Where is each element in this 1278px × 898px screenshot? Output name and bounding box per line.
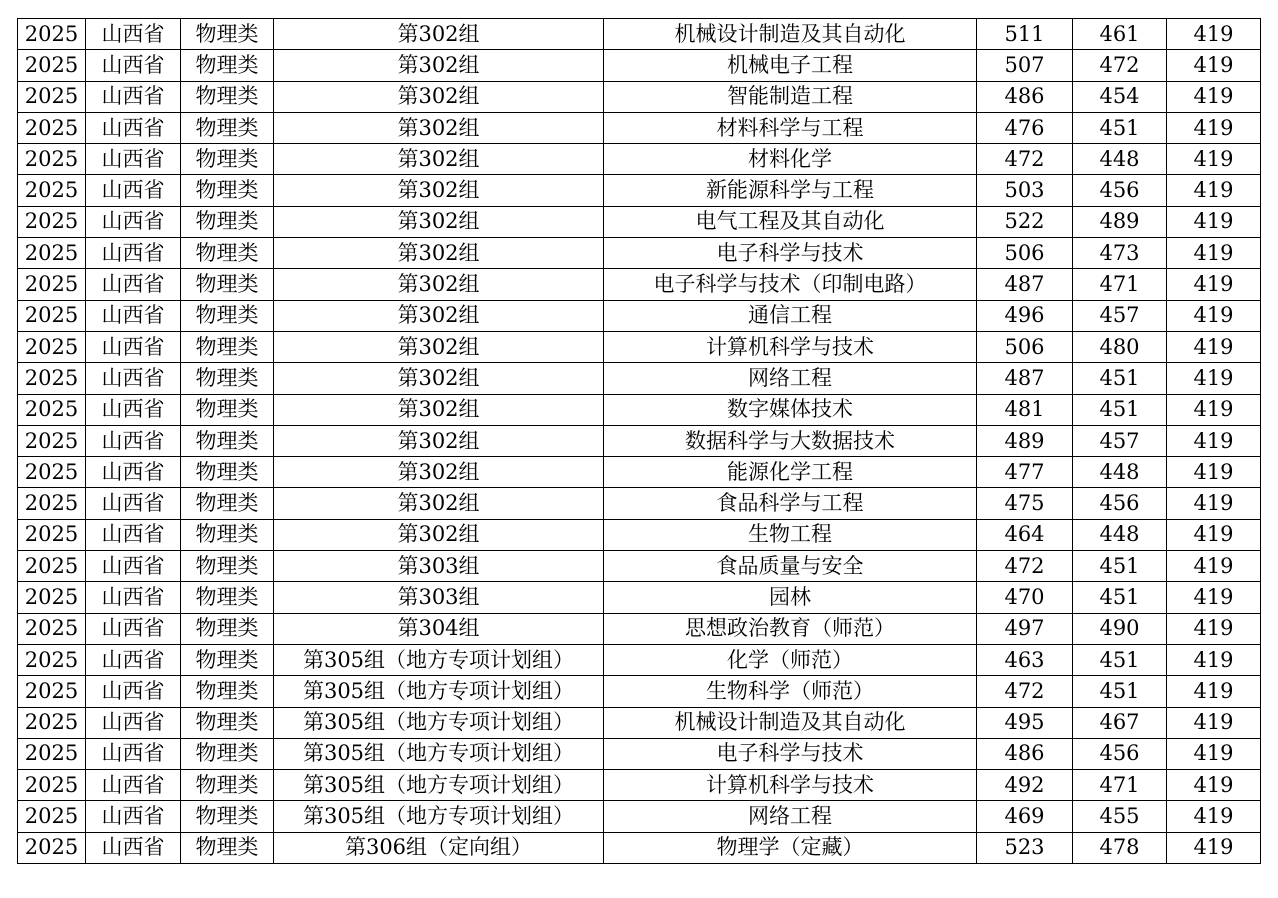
group-cell: 第302组 bbox=[274, 331, 604, 362]
major-cell: 通信工程 bbox=[604, 300, 977, 331]
province-cell: 山西省 bbox=[86, 738, 181, 769]
group-cell: 第302组 bbox=[274, 363, 604, 394]
max-score-cell: 522 bbox=[977, 206, 1073, 237]
max-score-cell: 487 bbox=[977, 363, 1073, 394]
group-cell: 第302组 bbox=[274, 19, 604, 50]
major-cell: 电子科学与技术（印制电路） bbox=[604, 269, 977, 300]
max-score-cell: 503 bbox=[977, 175, 1073, 206]
subject-type-cell: 物理类 bbox=[181, 238, 274, 269]
min-score-cell: 473 bbox=[1073, 238, 1167, 269]
subject-type-cell: 物理类 bbox=[181, 738, 274, 769]
table-row bbox=[18, 300, 1261, 331]
control-line-cell: 419 bbox=[1167, 206, 1261, 237]
major-cell: 食品质量与安全 bbox=[604, 551, 977, 582]
major-cell: 思想政治教育（师范） bbox=[604, 613, 977, 644]
control-line-cell: 419 bbox=[1167, 676, 1261, 707]
min-score-cell: 451 bbox=[1073, 551, 1167, 582]
subject-type-cell: 物理类 bbox=[181, 175, 274, 206]
province-cell: 山西省 bbox=[86, 331, 181, 362]
control-line-cell: 419 bbox=[1167, 425, 1261, 456]
min-score-cell: 451 bbox=[1073, 644, 1167, 675]
province-cell: 山西省 bbox=[86, 801, 181, 832]
major-cell: 化学（师范） bbox=[604, 644, 977, 675]
group-cell: 第303组 bbox=[274, 551, 604, 582]
table-row bbox=[18, 144, 1261, 175]
min-score-cell: 456 bbox=[1073, 488, 1167, 519]
max-score-cell: 506 bbox=[977, 331, 1073, 362]
max-score-cell: 523 bbox=[977, 832, 1073, 863]
table-row bbox=[18, 363, 1261, 394]
year-cell: 2025 bbox=[18, 613, 86, 644]
group-cell: 第305组（地方专项计划组） bbox=[274, 770, 604, 801]
max-score-cell: 463 bbox=[977, 644, 1073, 675]
major-cell: 机械设计制造及其自动化 bbox=[604, 707, 977, 738]
year-cell: 2025 bbox=[18, 707, 86, 738]
major-cell: 机械设计制造及其自动化 bbox=[604, 19, 977, 50]
subject-type-cell: 物理类 bbox=[181, 112, 274, 143]
control-line-cell: 419 bbox=[1167, 112, 1261, 143]
subject-type-cell: 物理类 bbox=[181, 519, 274, 550]
group-cell: 第302组 bbox=[274, 394, 604, 425]
group-cell: 第305组（地方专项计划组） bbox=[274, 738, 604, 769]
major-cell: 生物工程 bbox=[604, 519, 977, 550]
group-cell: 第302组 bbox=[274, 300, 604, 331]
year-cell: 2025 bbox=[18, 206, 86, 237]
major-cell: 电子科学与技术 bbox=[604, 238, 977, 269]
province-cell: 山西省 bbox=[86, 19, 181, 50]
subject-type-cell: 物理类 bbox=[181, 19, 274, 50]
group-cell: 第306组（定向组） bbox=[274, 832, 604, 863]
min-score-cell: 472 bbox=[1073, 50, 1167, 81]
max-score-cell: 497 bbox=[977, 613, 1073, 644]
province-cell: 山西省 bbox=[86, 551, 181, 582]
subject-type-cell: 物理类 bbox=[181, 488, 274, 519]
subject-type-cell: 物理类 bbox=[181, 676, 274, 707]
max-score-cell: 496 bbox=[977, 300, 1073, 331]
min-score-cell: 451 bbox=[1073, 676, 1167, 707]
province-cell: 山西省 bbox=[86, 519, 181, 550]
major-cell: 生物科学（师范） bbox=[604, 676, 977, 707]
table-row bbox=[18, 613, 1261, 644]
subject-type-cell: 物理类 bbox=[181, 457, 274, 488]
max-score-cell: 464 bbox=[977, 519, 1073, 550]
table-row bbox=[18, 738, 1261, 769]
table-row bbox=[18, 488, 1261, 519]
control-line-cell: 419 bbox=[1167, 644, 1261, 675]
min-score-cell: 478 bbox=[1073, 832, 1167, 863]
province-cell: 山西省 bbox=[86, 832, 181, 863]
table-row bbox=[18, 707, 1261, 738]
control-line-cell: 419 bbox=[1167, 300, 1261, 331]
province-cell: 山西省 bbox=[86, 613, 181, 644]
table-row bbox=[18, 644, 1261, 675]
major-cell: 电子科学与技术 bbox=[604, 738, 977, 769]
control-line-cell: 419 bbox=[1167, 488, 1261, 519]
subject-type-cell: 物理类 bbox=[181, 50, 274, 81]
table-row bbox=[18, 425, 1261, 456]
max-score-cell: 470 bbox=[977, 582, 1073, 613]
control-line-cell: 419 bbox=[1167, 19, 1261, 50]
group-cell: 第302组 bbox=[274, 457, 604, 488]
major-cell: 数字媒体技术 bbox=[604, 394, 977, 425]
min-score-cell: 448 bbox=[1073, 144, 1167, 175]
year-cell: 2025 bbox=[18, 50, 86, 81]
year-cell: 2025 bbox=[18, 112, 86, 143]
group-cell: 第302组 bbox=[274, 519, 604, 550]
table-row bbox=[18, 50, 1261, 81]
subject-type-cell: 物理类 bbox=[181, 81, 274, 112]
min-score-cell: 456 bbox=[1073, 175, 1167, 206]
province-cell: 山西省 bbox=[86, 363, 181, 394]
group-cell: 第302组 bbox=[274, 144, 604, 175]
year-cell: 2025 bbox=[18, 676, 86, 707]
group-cell: 第302组 bbox=[274, 206, 604, 237]
subject-type-cell: 物理类 bbox=[181, 300, 274, 331]
max-score-cell: 481 bbox=[977, 394, 1073, 425]
control-line-cell: 419 bbox=[1167, 832, 1261, 863]
subject-type-cell: 物理类 bbox=[181, 801, 274, 832]
max-score-cell: 487 bbox=[977, 269, 1073, 300]
province-cell: 山西省 bbox=[86, 81, 181, 112]
major-cell: 智能制造工程 bbox=[604, 81, 977, 112]
max-score-cell: 472 bbox=[977, 676, 1073, 707]
major-cell: 能源化学工程 bbox=[604, 457, 977, 488]
year-cell: 2025 bbox=[18, 331, 86, 362]
group-cell: 第302组 bbox=[274, 238, 604, 269]
table-row bbox=[18, 394, 1261, 425]
control-line-cell: 419 bbox=[1167, 801, 1261, 832]
control-line-cell: 419 bbox=[1167, 175, 1261, 206]
max-score-cell: 472 bbox=[977, 551, 1073, 582]
subject-type-cell: 物理类 bbox=[181, 582, 274, 613]
min-score-cell: 451 bbox=[1073, 582, 1167, 613]
year-cell: 2025 bbox=[18, 175, 86, 206]
subject-type-cell: 物理类 bbox=[181, 832, 274, 863]
table-row bbox=[18, 519, 1261, 550]
province-cell: 山西省 bbox=[86, 676, 181, 707]
year-cell: 2025 bbox=[18, 425, 86, 456]
control-line-cell: 419 bbox=[1167, 519, 1261, 550]
min-score-cell: 461 bbox=[1073, 19, 1167, 50]
min-score-cell: 451 bbox=[1073, 112, 1167, 143]
subject-type-cell: 物理类 bbox=[181, 551, 274, 582]
table-row bbox=[18, 206, 1261, 237]
province-cell: 山西省 bbox=[86, 112, 181, 143]
max-score-cell: 472 bbox=[977, 144, 1073, 175]
subject-type-cell: 物理类 bbox=[181, 206, 274, 237]
min-score-cell: 451 bbox=[1073, 363, 1167, 394]
max-score-cell: 492 bbox=[977, 770, 1073, 801]
province-cell: 山西省 bbox=[86, 175, 181, 206]
score-table bbox=[17, 18, 1261, 864]
group-cell: 第305组（地方专项计划组） bbox=[274, 676, 604, 707]
table-body bbox=[18, 19, 1261, 864]
year-cell: 2025 bbox=[18, 488, 86, 519]
province-cell: 山西省 bbox=[86, 206, 181, 237]
year-cell: 2025 bbox=[18, 519, 86, 550]
subject-type-cell: 物理类 bbox=[181, 613, 274, 644]
min-score-cell: 454 bbox=[1073, 81, 1167, 112]
subject-type-cell: 物理类 bbox=[181, 770, 274, 801]
min-score-cell: 467 bbox=[1073, 707, 1167, 738]
major-cell: 新能源科学与工程 bbox=[604, 175, 977, 206]
table-row bbox=[18, 19, 1261, 50]
major-cell: 网络工程 bbox=[604, 801, 977, 832]
min-score-cell: 489 bbox=[1073, 206, 1167, 237]
table-row bbox=[18, 331, 1261, 362]
table-row bbox=[18, 801, 1261, 832]
province-cell: 山西省 bbox=[86, 457, 181, 488]
min-score-cell: 448 bbox=[1073, 519, 1167, 550]
province-cell: 山西省 bbox=[86, 269, 181, 300]
year-cell: 2025 bbox=[18, 582, 86, 613]
max-score-cell: 475 bbox=[977, 488, 1073, 519]
group-cell: 第302组 bbox=[274, 488, 604, 519]
year-cell: 2025 bbox=[18, 363, 86, 394]
province-cell: 山西省 bbox=[86, 50, 181, 81]
table-row bbox=[18, 81, 1261, 112]
min-score-cell: 490 bbox=[1073, 613, 1167, 644]
min-score-cell: 457 bbox=[1073, 300, 1167, 331]
year-cell: 2025 bbox=[18, 394, 86, 425]
max-score-cell: 506 bbox=[977, 238, 1073, 269]
subject-type-cell: 物理类 bbox=[181, 644, 274, 675]
province-cell: 山西省 bbox=[86, 300, 181, 331]
group-cell: 第302组 bbox=[274, 425, 604, 456]
group-cell: 第302组 bbox=[274, 112, 604, 143]
table-row bbox=[18, 770, 1261, 801]
control-line-cell: 419 bbox=[1167, 144, 1261, 175]
year-cell: 2025 bbox=[18, 457, 86, 488]
year-cell: 2025 bbox=[18, 300, 86, 331]
year-cell: 2025 bbox=[18, 144, 86, 175]
table-row bbox=[18, 112, 1261, 143]
major-cell: 园林 bbox=[604, 582, 977, 613]
province-cell: 山西省 bbox=[86, 238, 181, 269]
subject-type-cell: 物理类 bbox=[181, 394, 274, 425]
table-row bbox=[18, 238, 1261, 269]
subject-type-cell: 物理类 bbox=[181, 707, 274, 738]
group-cell: 第302组 bbox=[274, 175, 604, 206]
table-row bbox=[18, 582, 1261, 613]
year-cell: 2025 bbox=[18, 801, 86, 832]
table-row bbox=[18, 457, 1261, 488]
control-line-cell: 419 bbox=[1167, 50, 1261, 81]
subject-type-cell: 物理类 bbox=[181, 269, 274, 300]
major-cell: 数据科学与大数据技术 bbox=[604, 425, 977, 456]
year-cell: 2025 bbox=[18, 81, 86, 112]
min-score-cell: 456 bbox=[1073, 738, 1167, 769]
control-line-cell: 419 bbox=[1167, 363, 1261, 394]
max-score-cell: 507 bbox=[977, 50, 1073, 81]
year-cell: 2025 bbox=[18, 238, 86, 269]
min-score-cell: 448 bbox=[1073, 457, 1167, 488]
province-cell: 山西省 bbox=[86, 707, 181, 738]
min-score-cell: 480 bbox=[1073, 331, 1167, 362]
group-cell: 第302组 bbox=[274, 81, 604, 112]
major-cell: 机械电子工程 bbox=[604, 50, 977, 81]
max-score-cell: 486 bbox=[977, 81, 1073, 112]
subject-type-cell: 物理类 bbox=[181, 425, 274, 456]
major-cell: 网络工程 bbox=[604, 363, 977, 394]
control-line-cell: 419 bbox=[1167, 238, 1261, 269]
subject-type-cell: 物理类 bbox=[181, 331, 274, 362]
control-line-cell: 419 bbox=[1167, 738, 1261, 769]
major-cell: 材料科学与工程 bbox=[604, 112, 977, 143]
group-cell: 第302组 bbox=[274, 50, 604, 81]
province-cell: 山西省 bbox=[86, 644, 181, 675]
table-row bbox=[18, 676, 1261, 707]
control-line-cell: 419 bbox=[1167, 707, 1261, 738]
min-score-cell: 471 bbox=[1073, 770, 1167, 801]
year-cell: 2025 bbox=[18, 738, 86, 769]
table-row bbox=[18, 269, 1261, 300]
min-score-cell: 455 bbox=[1073, 801, 1167, 832]
year-cell: 2025 bbox=[18, 770, 86, 801]
province-cell: 山西省 bbox=[86, 394, 181, 425]
max-score-cell: 486 bbox=[977, 738, 1073, 769]
min-score-cell: 451 bbox=[1073, 394, 1167, 425]
year-cell: 2025 bbox=[18, 832, 86, 863]
min-score-cell: 457 bbox=[1073, 425, 1167, 456]
group-cell: 第305组（地方专项计划组） bbox=[274, 644, 604, 675]
subject-type-cell: 物理类 bbox=[181, 363, 274, 394]
group-cell: 第302组 bbox=[274, 269, 604, 300]
table-row bbox=[18, 175, 1261, 206]
major-cell: 物理学（定藏） bbox=[604, 832, 977, 863]
major-cell: 材料化学 bbox=[604, 144, 977, 175]
province-cell: 山西省 bbox=[86, 488, 181, 519]
major-cell: 计算机科学与技术 bbox=[604, 331, 977, 362]
max-score-cell: 511 bbox=[977, 19, 1073, 50]
group-cell: 第305组（地方专项计划组） bbox=[274, 801, 604, 832]
province-cell: 山西省 bbox=[86, 144, 181, 175]
control-line-cell: 419 bbox=[1167, 269, 1261, 300]
province-cell: 山西省 bbox=[86, 770, 181, 801]
control-line-cell: 419 bbox=[1167, 394, 1261, 425]
control-line-cell: 419 bbox=[1167, 770, 1261, 801]
control-line-cell: 419 bbox=[1167, 613, 1261, 644]
group-cell: 第303组 bbox=[274, 582, 604, 613]
year-cell: 2025 bbox=[18, 19, 86, 50]
subject-type-cell: 物理类 bbox=[181, 144, 274, 175]
control-line-cell: 419 bbox=[1167, 457, 1261, 488]
group-cell: 第305组（地方专项计划组） bbox=[274, 707, 604, 738]
max-score-cell: 489 bbox=[977, 425, 1073, 456]
max-score-cell: 495 bbox=[977, 707, 1073, 738]
control-line-cell: 419 bbox=[1167, 551, 1261, 582]
max-score-cell: 476 bbox=[977, 112, 1073, 143]
min-score-cell: 471 bbox=[1073, 269, 1167, 300]
year-cell: 2025 bbox=[18, 644, 86, 675]
table-row bbox=[18, 832, 1261, 863]
major-cell: 食品科学与工程 bbox=[604, 488, 977, 519]
table-row bbox=[18, 551, 1261, 582]
province-cell: 山西省 bbox=[86, 425, 181, 456]
year-cell: 2025 bbox=[18, 551, 86, 582]
group-cell: 第304组 bbox=[274, 613, 604, 644]
major-cell: 计算机科学与技术 bbox=[604, 770, 977, 801]
province-cell: 山西省 bbox=[86, 582, 181, 613]
control-line-cell: 419 bbox=[1167, 81, 1261, 112]
max-score-cell: 477 bbox=[977, 457, 1073, 488]
major-cell: 电气工程及其自动化 bbox=[604, 206, 977, 237]
control-line-cell: 419 bbox=[1167, 331, 1261, 362]
year-cell: 2025 bbox=[18, 269, 86, 300]
max-score-cell: 469 bbox=[977, 801, 1073, 832]
control-line-cell: 419 bbox=[1167, 582, 1261, 613]
